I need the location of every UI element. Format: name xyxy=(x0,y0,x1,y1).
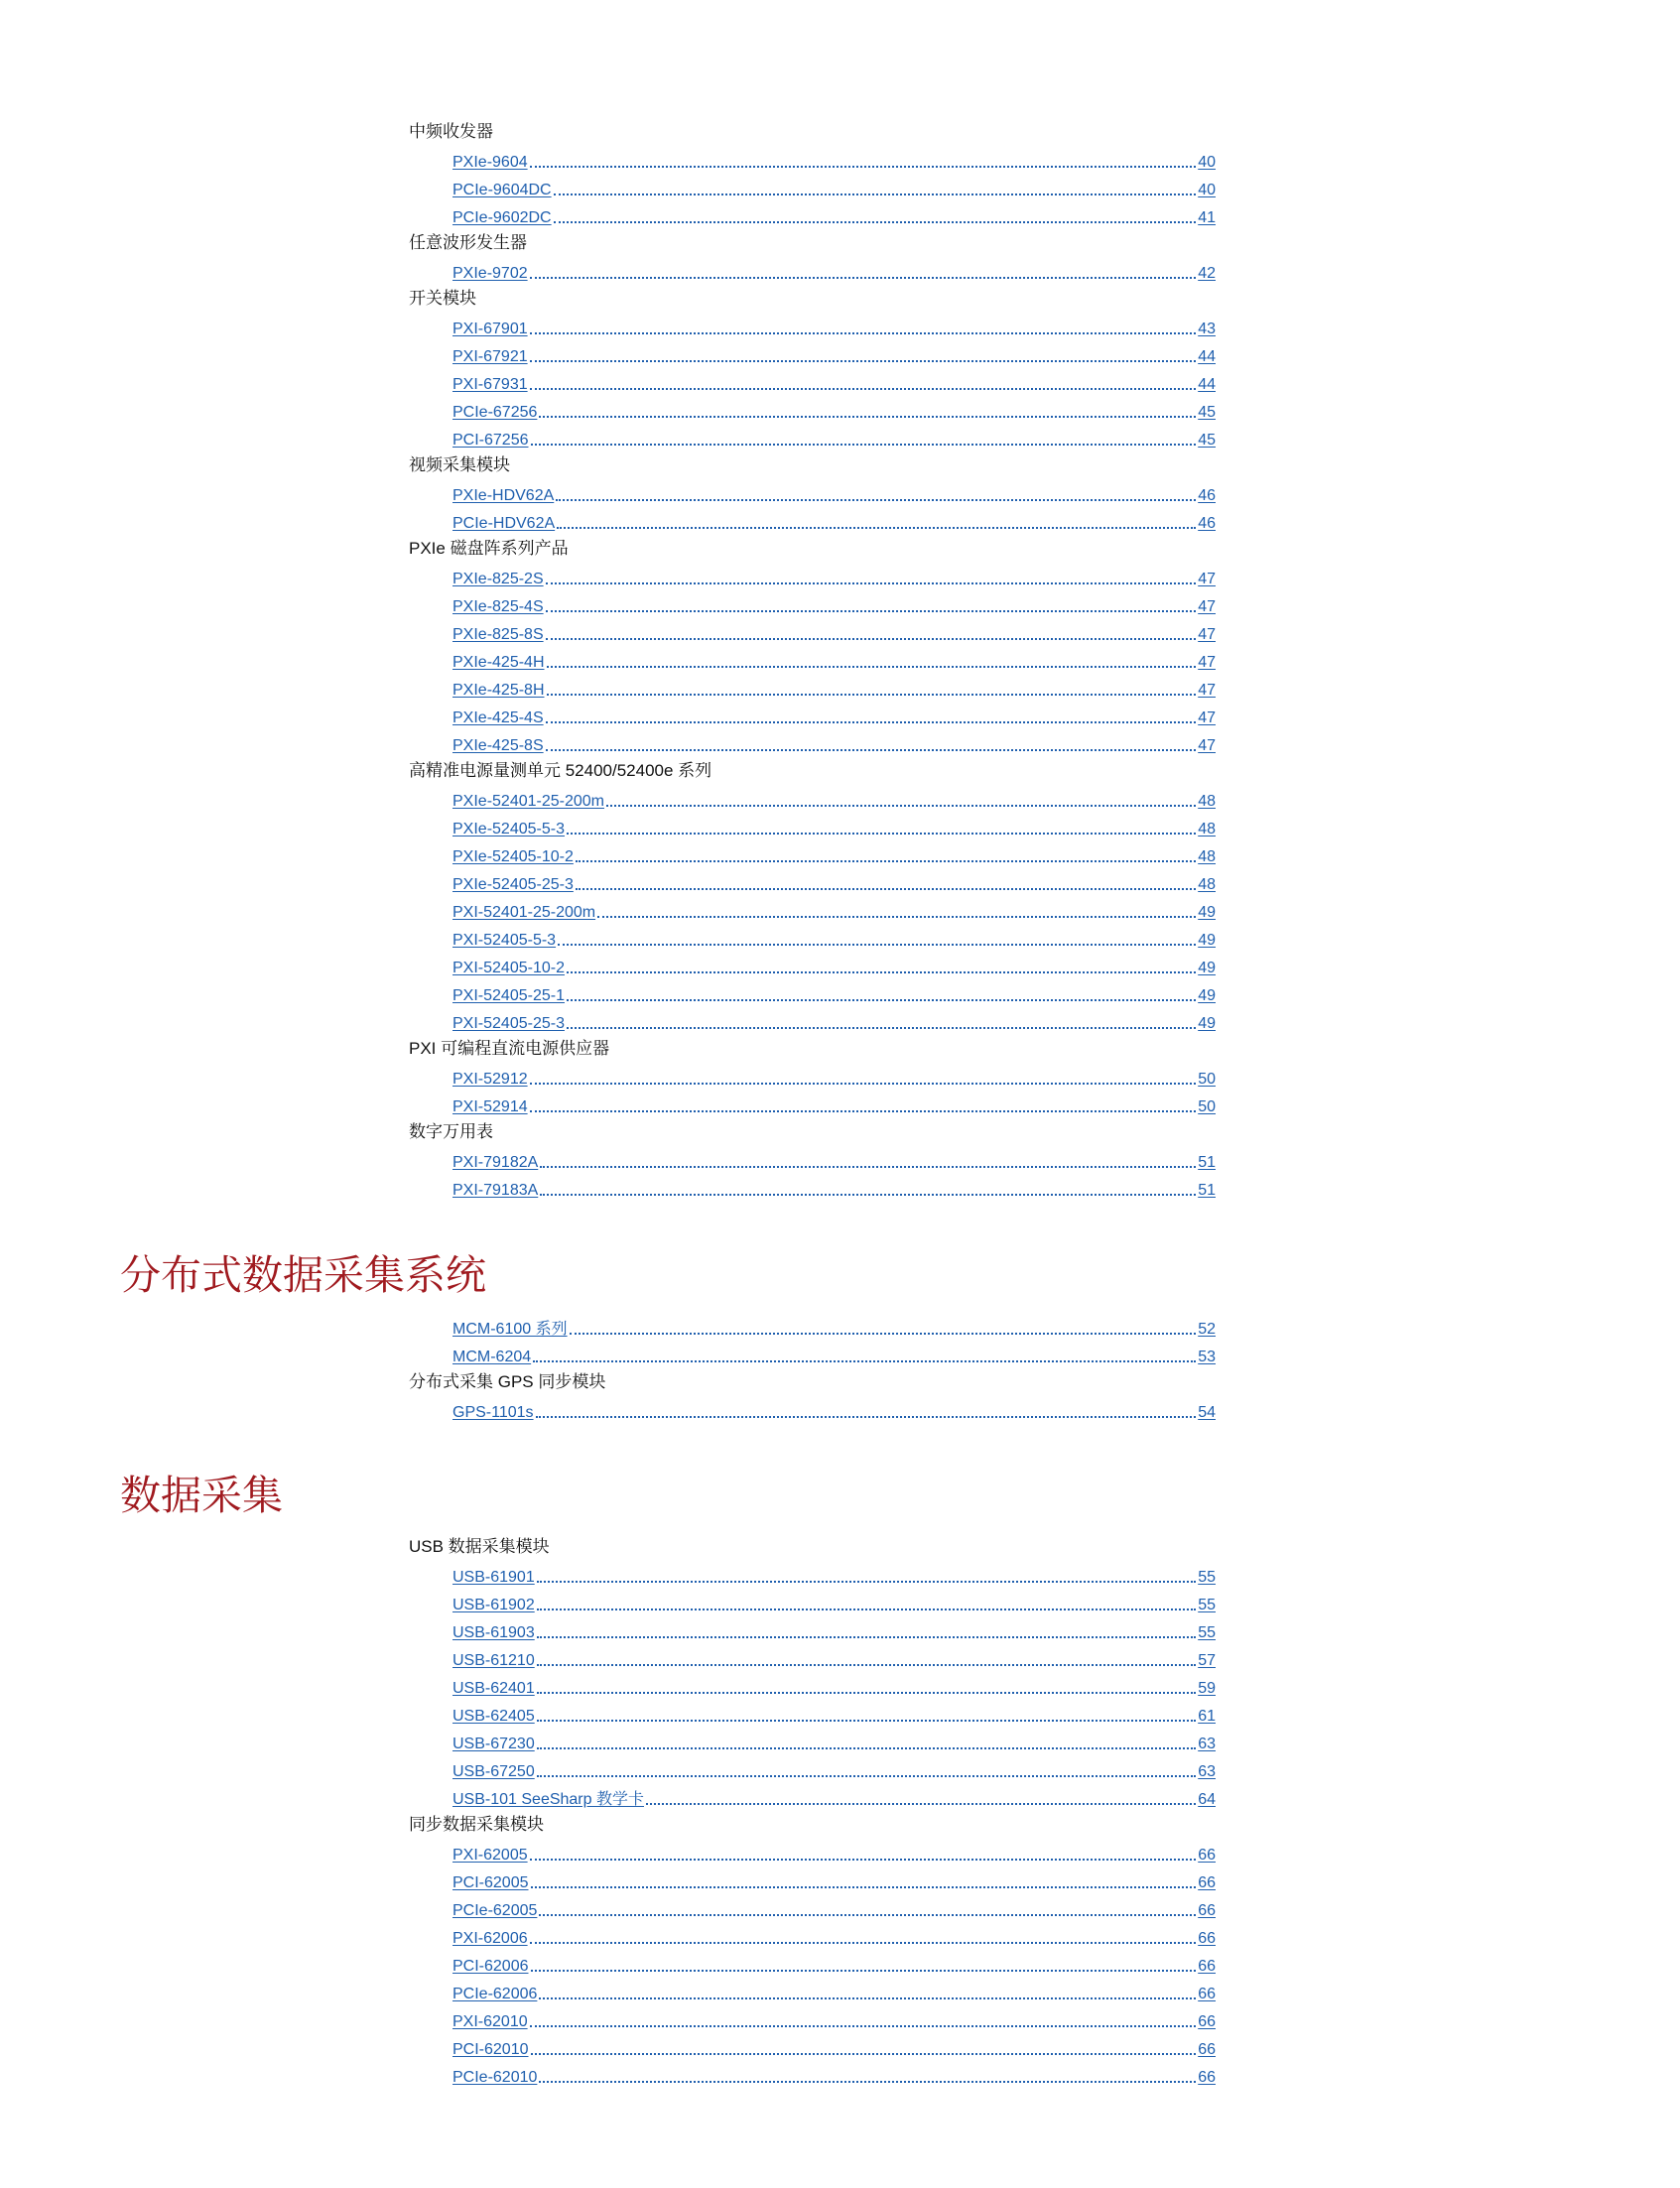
dot-leader xyxy=(540,1166,1196,1168)
dot-leader xyxy=(530,166,1197,168)
toc-entry-page-number: 47 xyxy=(1198,682,1216,699)
toc-entry-label: PXI-52405-25-3 xyxy=(452,1015,565,1032)
toc-entry-page-number: 47 xyxy=(1198,654,1216,671)
dot-leader xyxy=(530,277,1197,279)
dot-leader xyxy=(567,833,1196,835)
toc-entry-label: USB-67250 xyxy=(452,1763,535,1780)
toc-entry-link[interactable] xyxy=(452,1925,1216,1949)
dot-leader xyxy=(540,1194,1196,1196)
toc-entry-page-number: 51 xyxy=(1198,1154,1216,1171)
toc-entry-page-number: 48 xyxy=(1198,848,1216,865)
dot-leader xyxy=(539,1914,1196,1916)
dot-leader xyxy=(530,1859,1197,1861)
toc-entry-label: PXI-62006 xyxy=(452,1930,528,1947)
toc-entry-page-number: 47 xyxy=(1198,737,1216,754)
toc-entry-label: PXI-52405-25-1 xyxy=(452,987,565,1004)
toc-entry-label: PXIe-825-4S xyxy=(452,598,544,615)
toc-entry-label: PXI-67921 xyxy=(452,348,528,365)
dot-leader xyxy=(546,582,1197,584)
toc-entry-link[interactable] xyxy=(452,899,1216,923)
toc-entry-link[interactable] xyxy=(452,510,1216,534)
dot-leader xyxy=(557,527,1196,529)
toc-entry-page-number: 42 xyxy=(1198,265,1216,282)
toc-entry-page-number: 63 xyxy=(1198,1736,1216,1752)
dot-leader xyxy=(554,221,1197,223)
toc-entry-label: PXI-52405-10-2 xyxy=(452,960,565,976)
toc-entry-link[interactable] xyxy=(452,1675,1216,1699)
toc-entry-link[interactable] xyxy=(452,316,1216,339)
toc-entry-link[interactable] xyxy=(452,260,1216,284)
toc-entry-page-number: 52 xyxy=(1198,1321,1216,1338)
dot-leader xyxy=(537,1581,1196,1583)
toc-entry-page-number: 51 xyxy=(1198,1182,1216,1199)
toc-entry-label: USB-62401 xyxy=(452,1680,535,1697)
dot-leader xyxy=(558,944,1196,946)
toc-entry-label: PXIe-9702 xyxy=(452,265,528,282)
toc-entry-link[interactable] xyxy=(452,1399,1216,1423)
toc-entry-page-number: 47 xyxy=(1198,598,1216,615)
toc-entry-label: USB-62405 xyxy=(452,1708,535,1725)
toc-entry-link[interactable] xyxy=(452,843,1216,867)
dot-leader xyxy=(530,388,1197,390)
toc-entry-link[interactable] xyxy=(452,1316,1216,1340)
toc-entry-label: PXIe-425-4H xyxy=(452,654,545,671)
toc-entry-page-number: 55 xyxy=(1198,1569,1216,1586)
toc-entry-link[interactable] xyxy=(452,177,1216,200)
toc-entry-page-number: 49 xyxy=(1198,904,1216,921)
toc-entry-label: PCIe-67256 xyxy=(452,404,538,421)
toc-entry-label: PXI-62005 xyxy=(452,1847,528,1864)
toc-entry-page-number: 46 xyxy=(1198,515,1216,532)
toc-entry-page-number: 47 xyxy=(1198,709,1216,726)
toc-entry-label: PCI-62010 xyxy=(452,2041,529,2058)
toc-entry-label: MCM-6204 xyxy=(452,1349,532,1365)
dot-leader xyxy=(547,694,1197,696)
dot-leader xyxy=(539,1997,1196,1999)
toc-entry-link[interactable] xyxy=(452,649,1216,673)
toc-entry-label: PXIe-9604 xyxy=(452,154,528,171)
toc-entry-page-number: 48 xyxy=(1198,876,1216,893)
toc-entry-label: PCI-62006 xyxy=(452,1958,529,1975)
toc-category: PXIe 磁盘阵系列产品 xyxy=(409,539,569,558)
toc-entry-label: PXIe-52401-25-200m xyxy=(452,793,604,810)
toc-entry-label: PCI-67256 xyxy=(452,432,529,449)
toc-entry-link[interactable] xyxy=(452,1149,1216,1173)
toc-entry-link[interactable] xyxy=(452,816,1216,839)
toc-entry-page-number: 66 xyxy=(1198,2013,1216,2030)
toc-entry-page-number: 45 xyxy=(1198,404,1216,421)
toc-entry-link[interactable] xyxy=(452,371,1216,395)
dot-leader xyxy=(537,1692,1196,1694)
dot-leader xyxy=(531,1886,1197,1888)
dot-leader xyxy=(539,2081,1196,2083)
toc-entry-page-number: 47 xyxy=(1198,571,1216,587)
toc-entry-label: GPS-1101s xyxy=(452,1404,534,1421)
toc-entry-page-number: 49 xyxy=(1198,1015,1216,1032)
section-heading: 数据采集 xyxy=(120,1473,283,1518)
toc-entry-link[interactable] xyxy=(452,871,1216,895)
toc-entry-label: PXI-52401-25-200m xyxy=(452,904,596,921)
toc-entry-label: USB-61902 xyxy=(452,1597,535,1613)
toc-entry-label: PXIe-825-8S xyxy=(452,626,544,643)
toc-entry-label: PXI-52405-5-3 xyxy=(452,932,557,949)
toc-entry-link[interactable] xyxy=(452,149,1216,173)
dot-leader xyxy=(530,1942,1197,1944)
toc-entry-link[interactable] xyxy=(452,788,1216,812)
toc-category: 开关模块 xyxy=(409,289,476,308)
dot-leader xyxy=(531,2053,1197,2055)
toc-entry-link[interactable] xyxy=(452,1731,1216,1754)
dot-leader xyxy=(531,1970,1197,1972)
toc-entry-label: PXI-67901 xyxy=(452,321,528,337)
toc-entry-link[interactable] xyxy=(452,1564,1216,1588)
toc-entry-label: PCI-62005 xyxy=(452,1874,529,1891)
toc-entry-label: PXIe-HDV62A xyxy=(452,487,555,504)
toc-entry-label: PCIe-62010 xyxy=(452,2069,538,2086)
dot-leader xyxy=(537,1747,1196,1749)
dot-leader xyxy=(606,805,1196,807)
dot-leader xyxy=(567,971,1196,973)
dot-leader xyxy=(567,1027,1196,1029)
toc-entry-label: USB-61903 xyxy=(452,1624,535,1641)
toc-entry-link[interactable] xyxy=(452,1066,1216,1090)
toc-entry-link[interactable] xyxy=(452,1619,1216,1643)
toc-entry-page-number: 40 xyxy=(1198,154,1216,171)
toc-entry-link[interactable] xyxy=(452,1344,1216,1367)
toc-entry-page-number: 50 xyxy=(1198,1071,1216,1088)
toc-entry-page-number: 47 xyxy=(1198,626,1216,643)
toc-entry-link[interactable] xyxy=(452,399,1216,423)
toc-entry-label: PCIe-62006 xyxy=(452,1986,538,2002)
toc-entry-link[interactable] xyxy=(452,343,1216,367)
toc-entry-label: PXIe-52405-10-2 xyxy=(452,848,574,865)
toc-entry-link[interactable] xyxy=(452,1869,1216,1893)
toc-entry-label: PCIe-9604DC xyxy=(452,182,552,198)
toc-entry-page-number: 49 xyxy=(1198,987,1216,1004)
toc-entry-page-number: 57 xyxy=(1198,1652,1216,1669)
toc-entry-label: PXIe-52405-25-3 xyxy=(452,876,574,893)
toc-category: 同步数据采集模块 xyxy=(409,1815,544,1834)
toc-entry-page-number: 50 xyxy=(1198,1098,1216,1115)
toc-entry-label: PXIe-425-8H xyxy=(452,682,545,699)
toc-entry-label: USB-61210 xyxy=(452,1652,535,1669)
toc-entry-page-number: 45 xyxy=(1198,432,1216,449)
toc-entry-page-number: 59 xyxy=(1198,1680,1216,1697)
toc-entry-label: PCIe-HDV62A xyxy=(452,515,556,532)
toc-entry-link[interactable] xyxy=(452,705,1216,728)
dot-leader xyxy=(546,638,1197,640)
toc-entry-page-number: 64 xyxy=(1198,1791,1216,1808)
toc-entry-link[interactable] xyxy=(452,927,1216,951)
dot-leader xyxy=(554,193,1197,195)
toc-entry-link[interactable] xyxy=(452,1592,1216,1615)
toc-category: 中频收发器 xyxy=(409,122,493,141)
toc-category: 任意波形发生器 xyxy=(409,233,527,252)
toc-category: PXI 可编程直流电源供应器 xyxy=(409,1039,610,1058)
dot-leader xyxy=(567,999,1196,1001)
toc-entry-page-number: 44 xyxy=(1198,348,1216,365)
toc-entry-label: PXIe-425-4S xyxy=(452,709,544,726)
dot-leader xyxy=(530,332,1197,334)
toc-category: USB 数据采集模块 xyxy=(409,1537,550,1556)
toc-entry-page-number: 49 xyxy=(1198,932,1216,949)
toc-entry-link[interactable] xyxy=(452,1758,1216,1782)
dot-leader xyxy=(537,1720,1196,1722)
toc-entry-label: USB-101 SeeSharp 教学卡 xyxy=(452,1791,644,1808)
dot-leader xyxy=(547,666,1197,668)
toc-entry-label: PXI-67931 xyxy=(452,376,528,393)
toc-entry-page-number: 48 xyxy=(1198,793,1216,810)
toc-category: 分布式采集 GPS 同步模块 xyxy=(409,1372,606,1391)
dot-leader xyxy=(533,1360,1196,1362)
toc-entry-label: PCIe-9602DC xyxy=(452,209,552,226)
toc-entry-page-number: 46 xyxy=(1198,487,1216,504)
toc-entry-link[interactable] xyxy=(452,2008,1216,2032)
dot-leader xyxy=(537,1775,1196,1777)
toc-entry-label: PXI-79182A xyxy=(452,1154,539,1171)
toc-entry-label: PXIe-825-2S xyxy=(452,571,544,587)
dot-leader xyxy=(537,1636,1196,1638)
toc-entry-link[interactable] xyxy=(452,1647,1216,1671)
toc-entry-page-number: 40 xyxy=(1198,182,1216,198)
toc-category: 数字万用表 xyxy=(409,1122,493,1141)
toc-entry-page-number: 54 xyxy=(1198,1404,1216,1421)
toc-entry-page-number: 44 xyxy=(1198,376,1216,393)
toc-entry-link[interactable] xyxy=(452,621,1216,645)
toc-entry-page-number: 66 xyxy=(1198,2069,1216,2086)
toc-entry-page-number: 66 xyxy=(1198,1986,1216,2002)
dot-leader xyxy=(576,860,1196,862)
dot-leader xyxy=(531,444,1197,446)
toc-entry-label: PXI-62010 xyxy=(452,2013,528,2030)
toc-entry-link[interactable] xyxy=(452,1981,1216,2004)
toc-entry-link[interactable] xyxy=(452,566,1216,589)
toc-entry-page-number: 63 xyxy=(1198,1763,1216,1780)
toc-entry-label: PCIe-62005 xyxy=(452,1902,538,1919)
dot-leader xyxy=(537,1609,1196,1610)
toc-entry-page-number: 66 xyxy=(1198,1874,1216,1891)
toc-entry-page-number: 66 xyxy=(1198,1930,1216,1947)
toc-entry-link[interactable] xyxy=(452,1010,1216,1034)
dot-leader xyxy=(556,499,1196,501)
dot-leader xyxy=(539,416,1196,418)
toc-entry-page-number: 43 xyxy=(1198,321,1216,337)
toc-entry-label: PXIe-425-8S xyxy=(452,737,544,754)
toc-category: 视频采集模块 xyxy=(409,455,510,474)
toc-entry-label: USB-61901 xyxy=(452,1569,535,1586)
toc-entry-page-number: 55 xyxy=(1198,1624,1216,1641)
dot-leader xyxy=(570,1333,1197,1335)
toc-entry-page-number: 66 xyxy=(1198,1958,1216,1975)
toc-entry-link[interactable] xyxy=(452,1953,1216,1977)
dot-leader xyxy=(537,1664,1196,1666)
dot-leader xyxy=(597,916,1196,918)
toc-entry-link[interactable] xyxy=(452,1897,1216,1921)
toc-entry-label: USB-67230 xyxy=(452,1736,535,1752)
toc-entry-link[interactable] xyxy=(452,2064,1216,2088)
dot-leader xyxy=(546,610,1197,612)
toc-entry-link[interactable] xyxy=(452,204,1216,228)
toc-entry-link[interactable] xyxy=(452,1177,1216,1201)
toc-entry-label: PXI-52912 xyxy=(452,1071,528,1088)
toc-entry-link[interactable] xyxy=(452,1094,1216,1117)
toc-entry-label: PXIe-52405-5-3 xyxy=(452,821,565,837)
dot-leader xyxy=(530,360,1197,362)
toc-entry-page-number: 49 xyxy=(1198,960,1216,976)
toc-entry-link[interactable] xyxy=(452,1703,1216,1727)
toc-entry-page-number: 55 xyxy=(1198,1597,1216,1613)
toc-entry-page-number: 66 xyxy=(1198,2041,1216,2058)
toc-entry-link[interactable] xyxy=(452,677,1216,701)
toc-entry-label: PXI-79183A xyxy=(452,1182,539,1199)
toc-entry-link[interactable] xyxy=(452,427,1216,450)
toc-entry-page-number: 41 xyxy=(1198,209,1216,226)
dot-leader xyxy=(576,888,1196,890)
toc-entry-page-number: 53 xyxy=(1198,1349,1216,1365)
toc-entry-link[interactable] xyxy=(452,2036,1216,2060)
toc-entry-page-number: 66 xyxy=(1198,1847,1216,1864)
section-heading: 分布式数据采集系统 xyxy=(120,1252,486,1298)
toc-entry-label: PXI-52914 xyxy=(452,1098,528,1115)
toc-entry-link[interactable] xyxy=(452,982,1216,1006)
dot-leader xyxy=(546,721,1197,723)
toc-entry-link[interactable] xyxy=(452,1786,1216,1810)
dot-leader xyxy=(530,2025,1197,2027)
toc-category: 高精准电源量测单元 52400/52400e 系列 xyxy=(409,761,712,780)
toc-entry-page-number: 61 xyxy=(1198,1708,1216,1725)
toc-entry-label: MCM-6100 系列 xyxy=(452,1321,568,1338)
dot-leader xyxy=(646,1803,1196,1805)
toc-entry-link[interactable] xyxy=(452,1842,1216,1866)
toc-entry-link[interactable] xyxy=(452,482,1216,506)
toc-entry-link[interactable] xyxy=(452,593,1216,617)
dot-leader xyxy=(546,749,1197,751)
toc-entry-link[interactable] xyxy=(452,955,1216,978)
dot-leader xyxy=(530,1083,1197,1085)
dot-leader xyxy=(536,1416,1197,1418)
dot-leader xyxy=(530,1110,1197,1112)
toc-entry-page-number: 48 xyxy=(1198,821,1216,837)
toc-entry-page-number: 66 xyxy=(1198,1902,1216,1919)
toc-entry-link[interactable] xyxy=(452,732,1216,756)
